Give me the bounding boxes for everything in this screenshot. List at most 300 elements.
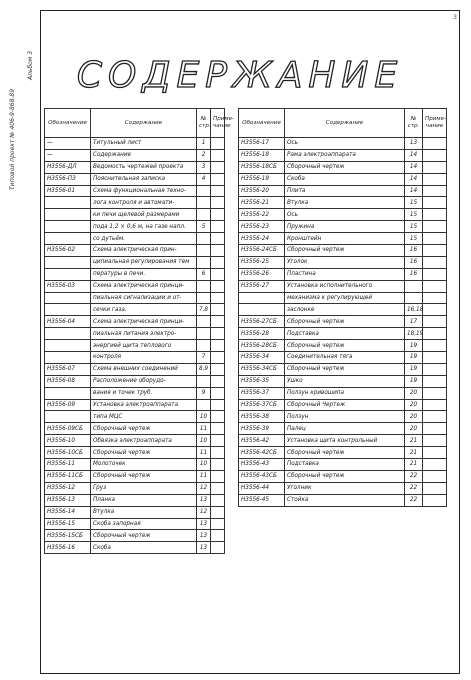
designation-cell: Н3556-09	[45, 399, 91, 411]
table-row	[45, 435, 225, 447]
designation-cell: Н3556-09СБ	[45, 423, 91, 435]
contents-cell: Скоба	[91, 542, 197, 554]
note-cell	[211, 459, 225, 471]
table-row	[45, 149, 225, 161]
designation-cell: Н3556-26	[239, 268, 285, 280]
designation-cell	[45, 221, 91, 233]
table-row	[239, 185, 447, 197]
note-cell	[211, 245, 225, 257]
designation-cell: Н3556-12	[45, 482, 91, 494]
note-cell	[423, 161, 447, 173]
contents-cell: Установка исполнительного	[285, 280, 405, 292]
col-designation: Обозначение	[239, 109, 285, 138]
table-header	[239, 109, 447, 138]
designation-cell: Н3556-38	[239, 411, 285, 423]
note-cell	[423, 209, 447, 221]
sheet-number-cell: 14	[405, 173, 423, 185]
designation-cell: Н3556-27СБ	[239, 316, 285, 328]
note-cell	[211, 423, 225, 435]
contents-cell: Подставка	[285, 459, 405, 471]
designation-cell	[239, 304, 285, 316]
designation-cell: Н3556-14	[45, 506, 91, 518]
contents-cell: Пояснительная записка	[91, 173, 197, 185]
contents-table-left	[44, 108, 235, 554]
designation-cell: Н3556-23	[239, 221, 285, 233]
contents-cell: Сборочный чертеж	[91, 423, 197, 435]
sheet-number-cell	[197, 233, 211, 245]
designation-cell: Н3556-04	[45, 316, 91, 328]
table-row	[239, 256, 447, 268]
contents-cell: Ползун	[285, 411, 405, 423]
contents-cell: Втулка	[91, 506, 197, 518]
sheet-number-cell: 18,19	[405, 328, 423, 340]
table-row	[239, 423, 447, 435]
designation-cell: Н3556-45	[239, 494, 285, 506]
note-cell	[211, 221, 225, 233]
note-cell	[423, 340, 447, 352]
col-contents: Содержание	[91, 109, 197, 138]
designation-cell: Н3556-ПЗ	[45, 173, 91, 185]
table-row	[45, 363, 225, 375]
contents-cell: Сборочный чертеж	[285, 470, 405, 482]
note-cell	[423, 316, 447, 328]
sheet-number-cell: 11	[197, 470, 211, 482]
project-stamp-text: Типовой проект № 406-9-868.89	[9, 88, 16, 190]
page-title: СОДЕРЖАНИЕ	[76, 55, 404, 96]
contents-cell: Молоточек	[91, 459, 197, 471]
sheet-number-cell	[197, 328, 211, 340]
note-cell	[211, 530, 225, 542]
note-cell	[423, 280, 447, 292]
contents-cell: Рама электроаппарата	[285, 149, 405, 161]
col-sheet-no: № стр.	[197, 109, 211, 138]
note-cell	[423, 268, 447, 280]
table-row	[45, 161, 225, 173]
contents-cell: Подставка	[285, 328, 405, 340]
sheet-number-cell: 9	[197, 387, 211, 399]
contents-cell: Пластина	[285, 268, 405, 280]
designation-cell: Н3556-02	[45, 245, 91, 257]
table-row	[45, 459, 225, 471]
designation-cell: Н3556-39	[239, 423, 285, 435]
note-cell	[211, 494, 225, 506]
sheet-number-cell: 6	[197, 268, 211, 280]
sheet-number-cell	[405, 292, 423, 304]
note-cell	[211, 518, 225, 530]
designation-cell: Н3556-10СБ	[45, 447, 91, 459]
sheet-number-cell: 13	[197, 530, 211, 542]
sheet-number-cell: 10	[197, 459, 211, 471]
note-cell	[211, 352, 225, 364]
sheet-number-cell: 14	[405, 149, 423, 161]
contents-cell: контроля	[91, 352, 197, 364]
sheet-number-cell: 12	[197, 506, 211, 518]
sheet-number-cell	[197, 197, 211, 209]
designation-cell: Н3556-27	[239, 280, 285, 292]
note-cell	[211, 387, 225, 399]
sheet-number-cell: 21	[405, 459, 423, 471]
designation-cell	[45, 256, 91, 268]
table-row	[45, 316, 225, 328]
table-row	[45, 268, 225, 280]
contents-cell: Сборочный чертеж	[91, 447, 197, 459]
contents-cell: Ушко	[285, 375, 405, 387]
note-cell	[211, 304, 225, 316]
note-cell	[211, 268, 225, 280]
designation-cell: Н3556-34	[239, 352, 285, 364]
table-row	[239, 138, 447, 150]
designation-cell: Н3556-44	[239, 482, 285, 494]
table-row	[239, 340, 447, 352]
table-row	[239, 411, 447, 423]
sheet-number-cell: 2	[197, 149, 211, 161]
table-row	[239, 221, 447, 233]
sheet-number-cell: 12	[197, 482, 211, 494]
note-cell	[211, 209, 225, 221]
table-row	[239, 197, 447, 209]
table-row	[45, 542, 225, 554]
contents-cell: пиальная питания электро-	[91, 328, 197, 340]
col-note: Приме- чание	[423, 109, 447, 138]
note-cell	[211, 233, 225, 245]
sheet-number-cell: 13	[405, 138, 423, 150]
sheet-number-cell: 16	[405, 256, 423, 268]
table-row	[239, 161, 447, 173]
contents-cell: вания и точек труб.	[91, 387, 197, 399]
contents-cell: Груз	[91, 482, 197, 494]
sheet-number-cell: 17	[405, 316, 423, 328]
designation-cell: Н3556-18СБ	[239, 161, 285, 173]
table-row	[45, 387, 225, 399]
designation-cell	[45, 268, 91, 280]
designation-cell: Н3556-15СБ	[45, 530, 91, 542]
designation-cell: Н3556-22	[239, 209, 285, 221]
table-row	[45, 197, 225, 209]
sheet-number-cell	[197, 375, 211, 387]
table-row	[45, 328, 225, 340]
sheet-number-cell	[197, 280, 211, 292]
sheet-number-cell: 16,18	[405, 304, 423, 316]
note-cell	[423, 233, 447, 245]
sheet-number-cell	[197, 256, 211, 268]
table-row	[45, 185, 225, 197]
sheet-number-cell	[197, 185, 211, 197]
contents-cell: Уголник	[285, 482, 405, 494]
contents-cell: Сборочный чертеж	[285, 245, 405, 257]
designation-cell: Н3556-28СБ	[239, 340, 285, 352]
table-row	[45, 375, 225, 387]
sheet-number-cell: 14	[405, 185, 423, 197]
note-cell	[211, 173, 225, 185]
sheet-number-cell: 19	[405, 352, 423, 364]
contents-cell: Уголок	[285, 256, 405, 268]
note-cell	[423, 138, 447, 150]
designation-cell: Н3556-13	[45, 494, 91, 506]
table-row	[45, 209, 225, 221]
note-cell	[211, 375, 225, 387]
designation-cell: Н3556-10	[45, 435, 91, 447]
designation-cell: Н3556-24	[239, 233, 285, 245]
contents-cell: Сборочный чертеж	[285, 161, 405, 173]
table-row	[45, 423, 225, 435]
contents-cell: Ведомость чертежей проекта	[91, 161, 197, 173]
sheet-number-cell: 22	[405, 482, 423, 494]
table-row	[45, 245, 225, 257]
margin-stamp	[5, 40, 35, 200]
note-cell	[211, 316, 225, 328]
contents-cell: лога контроля и автомати-	[91, 197, 197, 209]
contents-cell: Сборочный чертеж	[91, 470, 197, 482]
note-cell	[211, 328, 225, 340]
contents-table-right	[238, 108, 447, 507]
page-number: 3	[453, 14, 457, 21]
contents-cell: ки печи щелевой размерами	[91, 209, 197, 221]
table-row	[45, 494, 225, 506]
table-row	[239, 149, 447, 161]
sheet-number-cell: 5	[197, 221, 211, 233]
table-row	[45, 292, 225, 304]
contents-cell: Сборочный чертеж	[285, 363, 405, 375]
table-row	[239, 280, 447, 292]
table-row	[45, 470, 225, 482]
table-row	[239, 375, 447, 387]
note-cell	[211, 149, 225, 161]
designation-cell: Н3556-43	[239, 459, 285, 471]
note-cell	[211, 506, 225, 518]
contents-cell: энергией щита теплового	[91, 340, 197, 352]
note-cell	[423, 292, 447, 304]
designation-cell: Н3556-17	[239, 138, 285, 150]
table-row	[45, 304, 225, 316]
table-row	[239, 363, 447, 375]
sheet-number-cell: 10	[197, 411, 211, 423]
table-row	[239, 233, 447, 245]
table-row	[45, 280, 225, 292]
sheet-number-cell: 19	[405, 340, 423, 352]
table-row	[239, 435, 447, 447]
designation-cell	[45, 304, 91, 316]
sheet-number-cell: 13	[197, 494, 211, 506]
note-cell	[423, 387, 447, 399]
contents-cell: сечки газа.	[91, 304, 197, 316]
table-row	[239, 459, 447, 471]
note-cell	[423, 375, 447, 387]
contents-cell: Сборочный чертеж	[285, 447, 405, 459]
designation-cell: Н3556-15	[45, 518, 91, 530]
designation-cell	[45, 209, 91, 221]
designation-cell: Н3556-18	[239, 149, 285, 161]
sheet-number-cell	[405, 280, 423, 292]
contents-cell: Палец	[285, 423, 405, 435]
contents-cell: Ось	[285, 138, 405, 150]
sheet-number-cell	[197, 209, 211, 221]
table-row	[239, 399, 447, 411]
contents-cell: Ползун кривошипа	[285, 387, 405, 399]
designation-cell	[45, 233, 91, 245]
col-note: Приме- чание	[211, 109, 225, 138]
contents-cell: Схема функциональная техно-	[91, 185, 197, 197]
table-row	[45, 138, 225, 150]
designation-cell: —	[45, 149, 91, 161]
designation-cell	[45, 340, 91, 352]
sheet-number-cell: 16	[405, 245, 423, 257]
sheet-number-cell	[197, 399, 211, 411]
designation-cell	[239, 292, 285, 304]
designation-cell: Н3556-20	[239, 185, 285, 197]
table-row	[239, 494, 447, 506]
contents-cell: Скоба	[285, 173, 405, 185]
contents-cell: Схема электрическая принци-	[91, 316, 197, 328]
designation-cell: Н3556-35	[239, 375, 285, 387]
designation-cell	[45, 352, 91, 364]
contents-cell: Кронштейн	[285, 233, 405, 245]
designation-cell: Н3556-34СБ	[239, 363, 285, 375]
contents-cell: Содержание	[91, 149, 197, 161]
note-cell	[423, 494, 447, 506]
designation-cell: —	[45, 138, 91, 150]
sheet-number-cell: 20	[405, 399, 423, 411]
contents-cell: Схема электрическая принци-	[91, 280, 197, 292]
table-row	[45, 352, 225, 364]
table-row	[239, 292, 447, 304]
table-row	[239, 470, 447, 482]
sheet-number-cell: 15	[405, 221, 423, 233]
sheet-number-cell: 15	[405, 197, 423, 209]
note-cell	[423, 411, 447, 423]
table-row	[45, 340, 225, 352]
contents-cell: Установка электроаппарата	[91, 399, 197, 411]
contents-cell: типа МЦС	[91, 411, 197, 423]
note-cell	[211, 292, 225, 304]
table-row	[45, 518, 225, 530]
designation-cell: Н3556-42СБ	[239, 447, 285, 459]
note-cell	[423, 423, 447, 435]
table-row	[45, 221, 225, 233]
note-cell	[211, 280, 225, 292]
designation-cell: Н3556-16	[45, 542, 91, 554]
sheet-number-cell: 19	[405, 375, 423, 387]
contents-cell: Титульный лист	[91, 138, 197, 150]
contents-cell: Установка щита контрольный	[285, 435, 405, 447]
note-cell	[423, 482, 447, 494]
table-row	[45, 399, 225, 411]
note-cell	[423, 221, 447, 233]
contents-cell: Схема внешних соединений	[91, 363, 197, 375]
note-cell	[423, 328, 447, 340]
note-cell	[423, 447, 447, 459]
note-cell	[211, 256, 225, 268]
designation-cell: Н3556-01	[45, 185, 91, 197]
sheet-number-cell: 20	[405, 411, 423, 423]
contents-cell: Ось	[285, 209, 405, 221]
contents-cell: Сборочный Чертеж	[285, 399, 405, 411]
note-cell	[423, 256, 447, 268]
sheet-number-cell: 20	[405, 387, 423, 399]
contents-cell: Стойка	[285, 494, 405, 506]
sheet-number-cell	[197, 340, 211, 352]
sheet-number-cell	[197, 316, 211, 328]
sheet-number-cell	[197, 292, 211, 304]
table-row	[239, 482, 447, 494]
designation-cell	[45, 292, 91, 304]
designation-cell: Н3556-37	[239, 387, 285, 399]
table-header	[45, 109, 225, 138]
note-cell	[423, 399, 447, 411]
designation-cell: Н3556-08	[45, 375, 91, 387]
note-cell	[423, 435, 447, 447]
note-cell	[423, 245, 447, 257]
note-cell	[423, 197, 447, 209]
designation-cell: Н3556-07	[45, 363, 91, 375]
col-designation: Обозначение	[45, 109, 91, 138]
designation-cell: Н3556-24СБ	[239, 245, 285, 257]
note-cell	[211, 482, 225, 494]
note-cell	[423, 459, 447, 471]
table-row	[239, 387, 447, 399]
designation-cell: Н3556-43СБ	[239, 470, 285, 482]
designation-cell	[45, 328, 91, 340]
note-cell	[211, 363, 225, 375]
note-cell	[423, 304, 447, 316]
designation-cell: Н3556-11СБ	[45, 470, 91, 482]
table-row	[239, 268, 447, 280]
contents-cell: Схема электрическая прин-	[91, 245, 197, 257]
sheet-number-cell: 15	[405, 209, 423, 221]
sheet-number-cell: 22	[405, 470, 423, 482]
designation-cell: Н3556-25	[239, 256, 285, 268]
note-cell	[211, 138, 225, 150]
note-cell	[423, 185, 447, 197]
contents-cell: со дутьём.	[91, 233, 197, 245]
note-cell	[211, 447, 225, 459]
table-row	[45, 530, 225, 542]
note-cell	[211, 411, 225, 423]
sheet-number-cell: 15	[405, 233, 423, 245]
table-row	[45, 233, 225, 245]
table-row	[239, 447, 447, 459]
note-cell	[211, 435, 225, 447]
contents-cell: пиальная сигнализации и от-	[91, 292, 197, 304]
designation-cell: Н3556-ДЛ	[45, 161, 91, 173]
table-row	[239, 316, 447, 328]
contents-cell: Сборочный чертеж	[285, 340, 405, 352]
table-row	[45, 506, 225, 518]
designation-cell: Н3556-42	[239, 435, 285, 447]
sheet-number-cell: 4	[197, 173, 211, 185]
contents-cell: пературы в печи.	[91, 268, 197, 280]
note-cell	[211, 340, 225, 352]
sheet-number-cell: 3	[197, 161, 211, 173]
table-row	[45, 482, 225, 494]
contents-cell: Соединительная тяга	[285, 352, 405, 364]
table-row	[239, 352, 447, 364]
sheet-number-cell: 19	[405, 363, 423, 375]
designation-cell: Н3556-11	[45, 459, 91, 471]
designation-cell: Н3556-37СБ	[239, 399, 285, 411]
designation-cell: Н3556-03	[45, 280, 91, 292]
designation-cell: Н3556-21	[239, 197, 285, 209]
note-cell	[211, 470, 225, 482]
sheet-number-cell: 14	[405, 161, 423, 173]
album-label: Альбом 3	[27, 50, 34, 80]
designation-cell	[45, 387, 91, 399]
sheet-number-cell: 7,8	[197, 304, 211, 316]
note-cell	[211, 197, 225, 209]
note-cell	[423, 149, 447, 161]
sheet-number-cell: 16	[405, 268, 423, 280]
table-row	[239, 173, 447, 185]
sheet-number-cell: 13	[197, 518, 211, 530]
